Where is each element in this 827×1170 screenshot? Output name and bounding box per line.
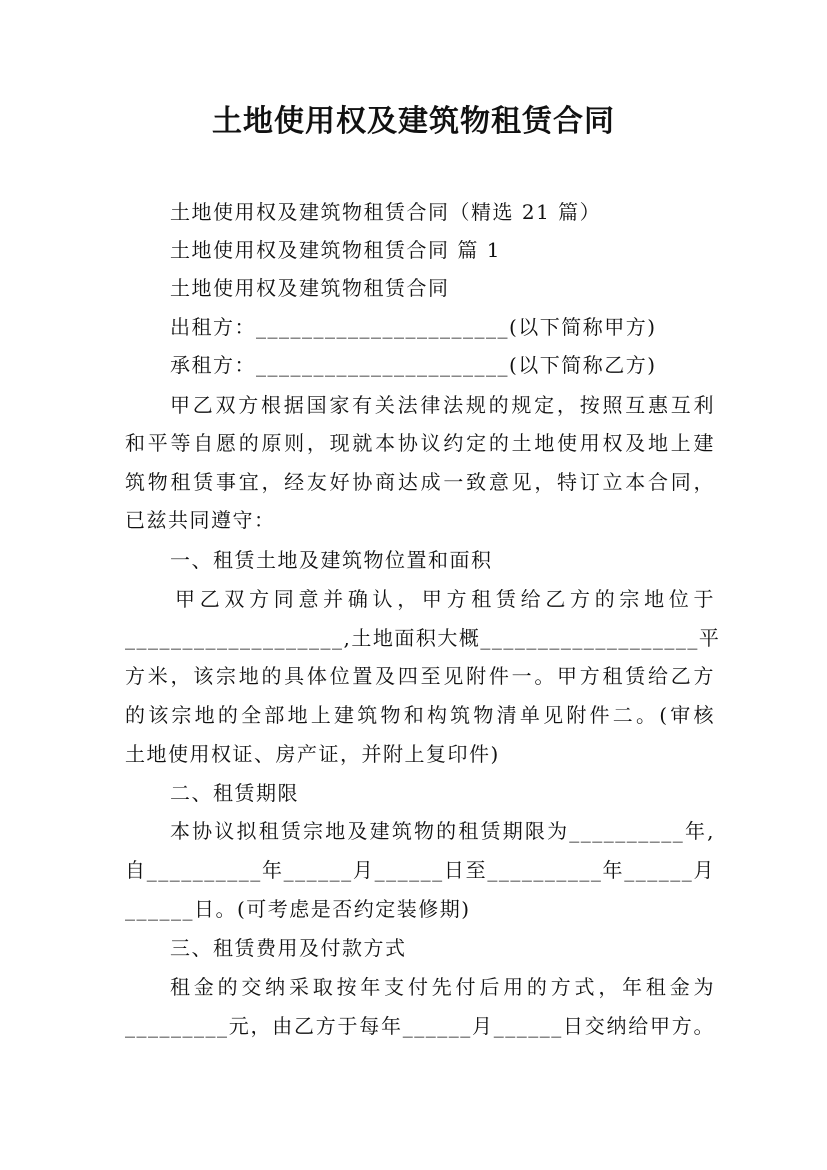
doc-subtitle-line: 土地使用权及建筑物租赁合同（精选 21 篇） (170, 200, 602, 224)
paragraph-line: 甲乙双方同意并确认，甲方租赁给乙方的宗地位于 (175, 587, 715, 611)
paragraph-line: 已兹共同遵守： (125, 508, 276, 532)
section-heading-1: 一、租赁土地及建筑物位置和面积 (170, 548, 493, 572)
lessee-line: 承租方：______________________(以下简称乙方) (170, 353, 657, 377)
document-title: 土地使用权及建筑物租赁合同 (212, 104, 615, 139)
paragraph-line: 的该宗地的全部地上建筑物和构筑物清单见附件二。(审核 (125, 703, 715, 727)
paragraph-line: 筑物租赁事宜，经友好协商达成一致意见，特订立本合同， (125, 470, 715, 494)
paragraph-line: _________元，由乙方于每年______月______日交纳给甲方。 (125, 1014, 715, 1038)
paragraph-line: 自__________年______月______日至__________年______月 (125, 858, 715, 882)
paragraph-line: ______日。(可考虑是否约定装修期) (125, 897, 471, 921)
doc-section-heading: 土地使用权及建筑物租赁合同 篇 1 (170, 238, 501, 262)
paragraph-line: 和平等自愿的原则，现就本协议约定的土地使用权及地上建 (125, 431, 715, 455)
contract-name-line: 土地使用权及建筑物租赁合同 (170, 276, 450, 300)
paragraph-line: 本协议拟租赁宗地及建筑物的租赁期限为__________年, (170, 819, 715, 843)
paragraph-line: 方米，该宗地的具体位置及四至见附件一。甲方租赁给乙方 (125, 664, 715, 688)
paragraph-line: 甲乙双方根据国家有关法律法规的规定，按照互惠互利 (170, 393, 715, 417)
section-heading-2: 二、租赁期限 (170, 781, 299, 805)
lessor-line: 出租方：______________________(以下简称甲方) (170, 315, 657, 339)
paragraph-line: 租金的交纳采取按年支付先付后用的方式，年租金为 (170, 975, 715, 999)
paragraph-line: 土地使用权证、房产证，并附上复印件) (125, 742, 500, 766)
paragraph-line: ___________________,土地面积大概___________________平 (125, 626, 721, 650)
section-heading-3: 三、租赁费用及付款方式 (170, 936, 407, 960)
